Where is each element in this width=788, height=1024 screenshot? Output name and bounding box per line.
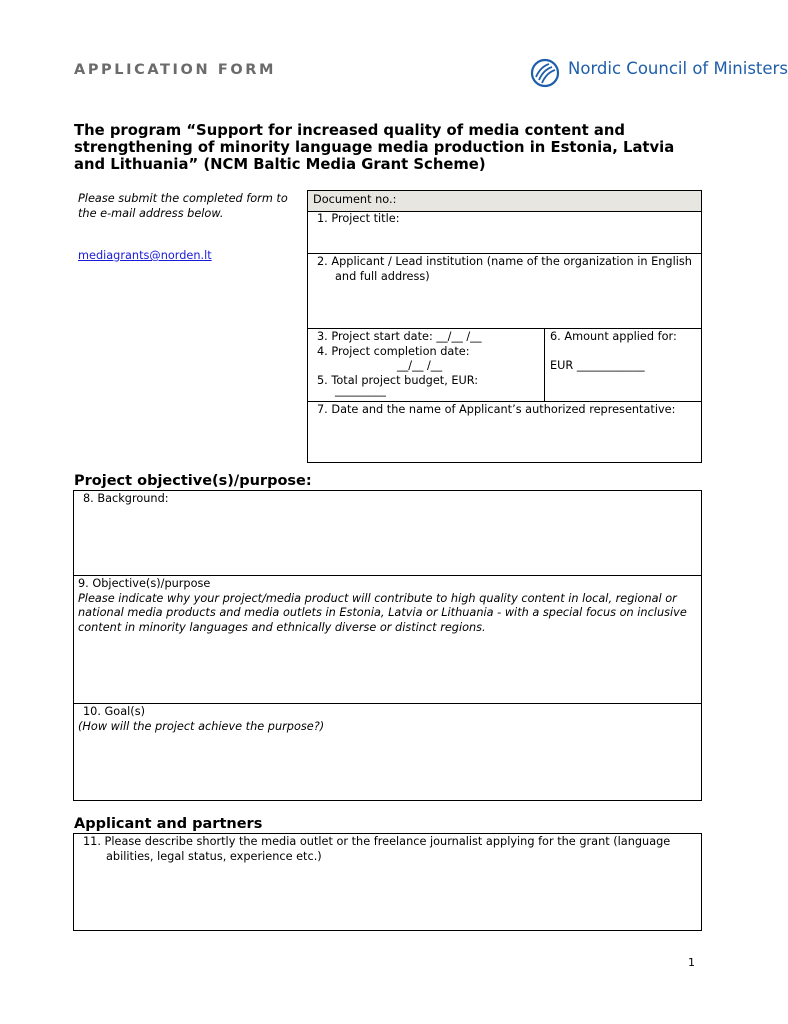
partners-field[interactable]: [73, 833, 702, 931]
total-budget-blank: _________: [335, 384, 386, 397]
document-number-label: Document no.:: [313, 193, 397, 206]
amount-applied-label: 6. Amount applied for:: [550, 330, 677, 343]
partners-heading: Applicant and partners: [74, 816, 263, 832]
project-title-label: 1. Project title:: [317, 212, 400, 225]
background-label: 8. Background:: [83, 492, 169, 505]
completion-date-blank: __/__ /__: [397, 359, 443, 372]
authorized-representative-field[interactable]: [307, 401, 702, 463]
applicant-field[interactable]: [307, 253, 702, 329]
completion-date-label: 4. Project completion date:: [317, 344, 470, 358]
program-title: The program “Support for increased quality of media content and strengthening of minority language media production in Estonia, Latvia and Lithuania” (NCM Baltic Media Grant Scheme): [74, 122, 675, 173]
applicant-label: 2. Applicant / Lead institution (name of the organization in English and full address): [317, 255, 692, 283]
submission-instructions: Please submit the completed form to the e-mail address below.: [78, 192, 288, 220]
application-form-title: APPLICATION FORM: [74, 62, 277, 78]
objectives-heading: Project objective(s)/purpose:: [74, 473, 312, 489]
total-budget-label: 5. Total project budget, EUR:: [317, 373, 479, 387]
objective-field[interactable]: [73, 575, 702, 704]
nordic-council-logo: [530, 58, 788, 94]
authorized-representative-label: 7. Date and the name of Applicant’s authorized representative:: [317, 403, 676, 416]
logo-text: Nordic Council of Ministers: [568, 59, 788, 78]
goal-field[interactable]: [73, 703, 702, 801]
eur-amount-blank: EUR ____________: [550, 358, 645, 372]
objective-label: 9. Objective(s)/purpose: [78, 577, 211, 590]
goal-label: 10. Goal(s): [83, 705, 145, 718]
page-number: 1: [688, 956, 695, 969]
project-title-field[interactable]: [307, 211, 702, 254]
project-dates-field[interactable]: [307, 328, 545, 402]
start-date-label: 3. Project start date: __/__ /__: [317, 330, 482, 343]
nordic-swan-icon: [530, 58, 562, 90]
amount-applied-field[interactable]: [544, 328, 702, 402]
background-field[interactable]: [73, 490, 702, 576]
partners-description-label: 11. Please describe shortly the media outlet or the freelance journalist applying for the grant (language abilities, legal status, experience etc.): [83, 835, 671, 863]
goal-hint: (How will the project achieve the purpose?): [78, 719, 325, 733]
email-link[interactable]: mediagrants@norden.lt: [78, 249, 212, 262]
objective-hint: Please indicate why your project/media product will contribute to high quality content in local, regional or national media products and media outlets in Estonia, Latvia or Lithuania - with a special focus on inclusive content in minority languages and ethnically diverse or distinct regions.: [78, 591, 687, 634]
document-number-cell: [307, 190, 702, 212]
